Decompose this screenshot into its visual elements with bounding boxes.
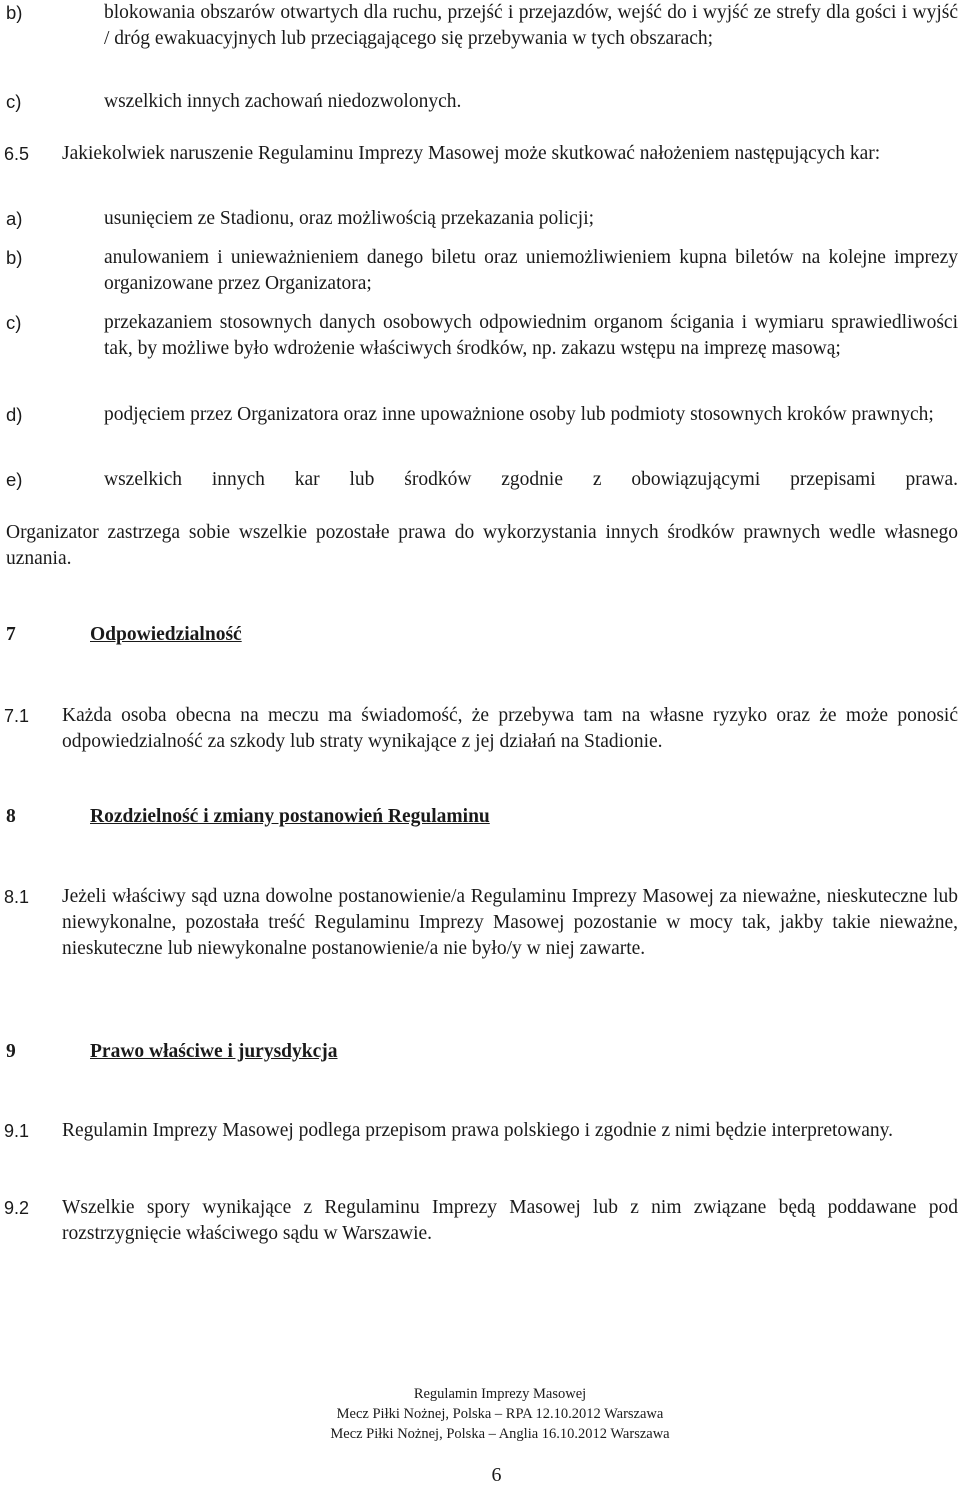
list-item (6, 467, 958, 493)
list-item-text: usunięciem ze Stadionu, oraz możliwością przekazania policji; (104, 208, 595, 229)
list-item-text: blokowania obszarów otwartych dla ruchu, przejść i przejazdów, wejść do i wyjść ze strefy dla gości i wyjść / dróg ewakuacyjnych lub przeciągającego się przebywania w tych obszarach; (104, 2, 958, 49)
clause-9-1 (4, 1118, 958, 1144)
clause-text: Wszelkie spory wynikające z Regulaminu Imprezy Masowej lub z nim związane będą poddawane pod rozstrzygnięcie właściwego sądu w Warszawie. (62, 1197, 958, 1244)
section-title: Odpowiedzialność (90, 624, 242, 645)
clause-number: 6.5 (4, 144, 30, 164)
clause-8-1 (4, 884, 958, 962)
clause-6-5 (4, 141, 958, 167)
list-item (6, 206, 958, 232)
list-item (6, 310, 958, 362)
footer-event-2: Mecz Piłki Nożnej, Polska – Anglia 16.10.2012 Warszawa (330, 1426, 670, 1442)
closing-paragraph: Organizator zastrzega sobie wszelkie pozostałe prawa do wykorzystania innych środków prawnych wedle własnego uznania. (6, 522, 958, 569)
footer-event-1: Mecz Piłki Nożnej, Polska – RPA 12.10.2012 Warszawa (336, 1406, 664, 1422)
list-item (6, 245, 958, 297)
list-item (6, 402, 958, 428)
clause-text: Jakiekolwiek naruszenie Regulaminu Imprezy Masowej może skutkować nałożeniem następujących kar: (62, 143, 881, 164)
clause-number: 9.2 (4, 1198, 30, 1218)
clause-number: 7.1 (4, 706, 30, 726)
clause-number: 8.1 (4, 887, 30, 907)
page-number: 6 (491, 1464, 502, 1486)
section-number: 9 (6, 1041, 16, 1062)
list-item-text: przekazaniem stosownych danych osobowych odpowiednim organom ścigania i wymiaru sprawiedliwości tak, by możliwe było wdrożenie właściwych środków, np. zakazu wstępu na imprezę masową; (104, 312, 958, 359)
footer-title: Regulamin Imprezy Masowej (413, 1386, 587, 1402)
clause-text: Regulamin Imprezy Masowej podlega przepisom prawa polskiego i zgodnie z nimi będzie interpretowany. (62, 1120, 894, 1141)
list-marker: b) (6, 247, 23, 268)
list-marker: e) (6, 469, 23, 490)
list-marker: b) (6, 2, 23, 23)
list-item (6, 89, 958, 115)
list-marker: c) (6, 91, 22, 112)
list-marker: a) (6, 208, 23, 229)
section-title: Prawo właściwe i jurysdykcja (90, 1041, 338, 1062)
list-item-text: wszelkich innych kar lub środków zgodnie z obowiązującymi przepisami prawa. (104, 469, 958, 490)
clause-text: Każda osoba obecna na meczu ma świadomość, że przebywa tam na własne ryzyko oraz że może ponosić odpowiedzialność za szkody lub straty wynikające z jej działań na Stadionie. (62, 705, 958, 752)
list-item (6, 0, 958, 52)
clause-9-2 (4, 1195, 958, 1247)
footer (0, 1384, 960, 1444)
section-number: 8 (6, 806, 16, 827)
section-title: Rozdzielność i zmiany postanowień Regulaminu (90, 806, 490, 827)
list-marker: c) (6, 312, 22, 333)
list-item-text: anulowaniem i unieważnieniem danego biletu oraz uniemożliwieniem kupna biletów na kolejne imprezy organizowane przez Organizatora; (104, 247, 958, 294)
section-number: 7 (6, 624, 16, 645)
list-item-text: wszelkich innych zachowań niedozwolonych. (104, 91, 462, 112)
list-item-text: podjęciem przez Organizatora oraz inne upoważnione osoby lub podmioty stosownych kroków prawnych; (104, 404, 934, 425)
list-marker: d) (6, 404, 23, 425)
clause-7-1 (4, 703, 958, 755)
clause-number: 9.1 (4, 1121, 30, 1141)
clause-text: Jeżeli właściwy sąd uzna dowolne postanowienie/a Regulaminu Imprezy Masowej za nieważne, nieskuteczne lub niewykonalne, pozostała treść Regulaminu Imprezy Masowej pozostanie w mocy tak, jakby takie nieważne, nieskuteczne lub niewykonalne postanowienie/a nie było/y w niej zawarte. (62, 886, 958, 959)
